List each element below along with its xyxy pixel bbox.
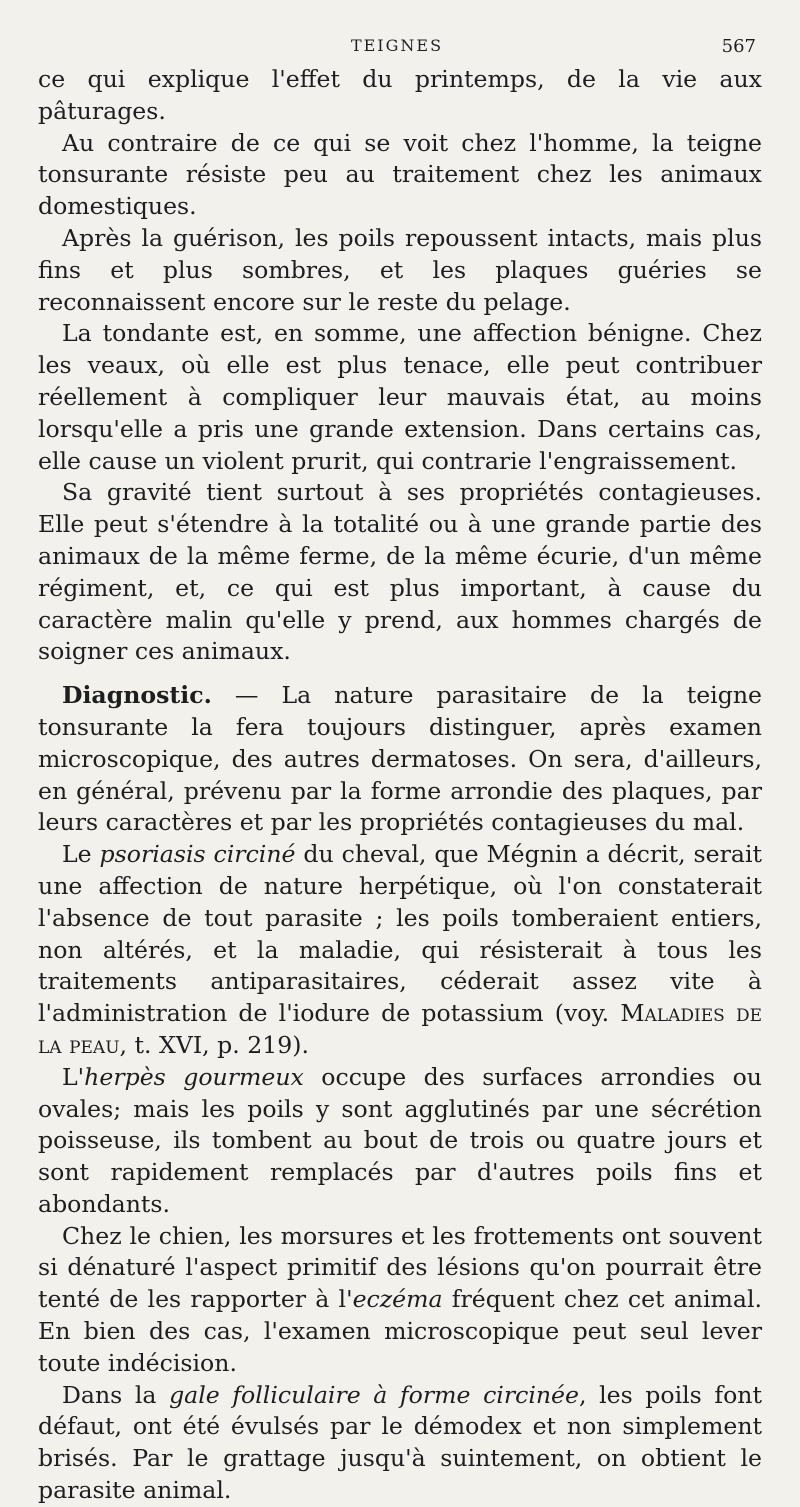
paragraph-gale [38, 1380, 762, 1507]
paragraph-text: Sa gravité tient surtout à ses propriétés contagieuses. Elle peut s'étendre à la totalité ou à une grande partie des animaux de la même ferme, de la même écurie, d'un même régiment, et, ce qui est plus important, à cause du caractère malin qu'elle y prend, aux hommes chargés de soigner ces animaux. [38, 478, 762, 666]
page-body [38, 64, 762, 1507]
paragraph-text: — La nature parasitaire de la teigne tonsurante la fera toujours distinguer, après examen microscopique, des autres dermatoses. On sera, d'ailleurs, en général, prévenu par la forme arrondie des plaques, par leurs caractères et par les propriétés contagieuses du mal. [38, 681, 762, 837]
paragraph-herpes [38, 1062, 762, 1221]
paragraph-diagnostic [38, 680, 762, 839]
paragraph-text: occupe des surfaces arrondies ou ovales; mais les poils y sont agglutinés par une sécrétion poisseuse, ils tombent au bout de trois ou quatre jours et sont rapidement remplacés par d'autres poils fins et abondants. [38, 1062, 762, 1218]
paragraph-text: du cheval, que Mégnin a décrit, serait une affection de nature herpétique, où l'on constaterait l'absence de tout parasite ; les poils tomberaient entiers, non altérés, et la maladie, qui résisterait à tous les traitements antiparasitaires, céderait assez vite à l'administration de l'iodure de potassium (voy. [38, 840, 762, 1028]
paragraph-continuation [38, 64, 762, 128]
paragraph-text: Dans la [62, 1380, 170, 1409]
paragraph-text: Au contraire de ce qui se voit chez l'homme, la teigne tonsurante résiste peu au traitement chez les animaux domestiques. [38, 128, 762, 221]
paragraph-text: ce qui explique l'effet du printemps, de la vie aux pâturages. [38, 65, 762, 125]
section-heading-diagnostic: Diagnostic. [62, 681, 212, 710]
page-header [38, 32, 756, 60]
italic-term: eczéma [352, 1285, 443, 1314]
paragraph-dog [38, 1221, 762, 1380]
page-number: 567 [721, 36, 756, 57]
paragraph-treatment [38, 128, 762, 223]
paragraph-gravity [38, 477, 762, 668]
paragraph-healing [38, 223, 762, 318]
paragraph-benign [38, 318, 762, 477]
paragraph-text: fréquent chez cet animal. En bien des cas, l'examen microscopique peut seul lever toute indécision. [38, 1285, 762, 1377]
small-caps-reference: Maladies de la peau [38, 999, 762, 1059]
paragraph-text: Le [62, 840, 100, 869]
paragraph-text: La tondante est, en somme, une affection bénigne. Chez les veaux, où elle est plus tenace, elle peut contribuer réellement à compliquer leur mauvais état, au moins lorsqu'elle a pris une grande extension. Dans certains cas, elle cause un violent prurit, qui contrarie l'engraissement. [38, 319, 762, 475]
italic-term: gale folliculaire à forme circinée [169, 1380, 579, 1409]
paragraph-text: Chez le chien, les morsures et les frottements ont souvent si dénaturé l'aspect primitif des lésions qu'on pourrait être tenté de les rapporter à l' [38, 1221, 762, 1314]
paragraph-text: Après la guérison, les poils repoussent intacts, mais plus fins et plus sombres, et les plaques guéries se reconnaissent encore sur le reste du pelage. [38, 223, 762, 316]
paragraph-text: L' [62, 1062, 85, 1091]
paragraph-text: , t. XVI, p. 219). [119, 1030, 310, 1059]
italic-term: psoriasis circiné [99, 840, 296, 869]
italic-term: herpès gourmeux [84, 1062, 304, 1091]
paragraph-psoriasis [38, 839, 762, 1062]
paragraph-text: , les poils font défaut, ont été évulsés par le démodex et non simplement brisés. Par le grattage jusqu'à suintement, on obtient le parasite animal. [38, 1380, 762, 1505]
running-title: TEIGNES [350, 36, 444, 55]
